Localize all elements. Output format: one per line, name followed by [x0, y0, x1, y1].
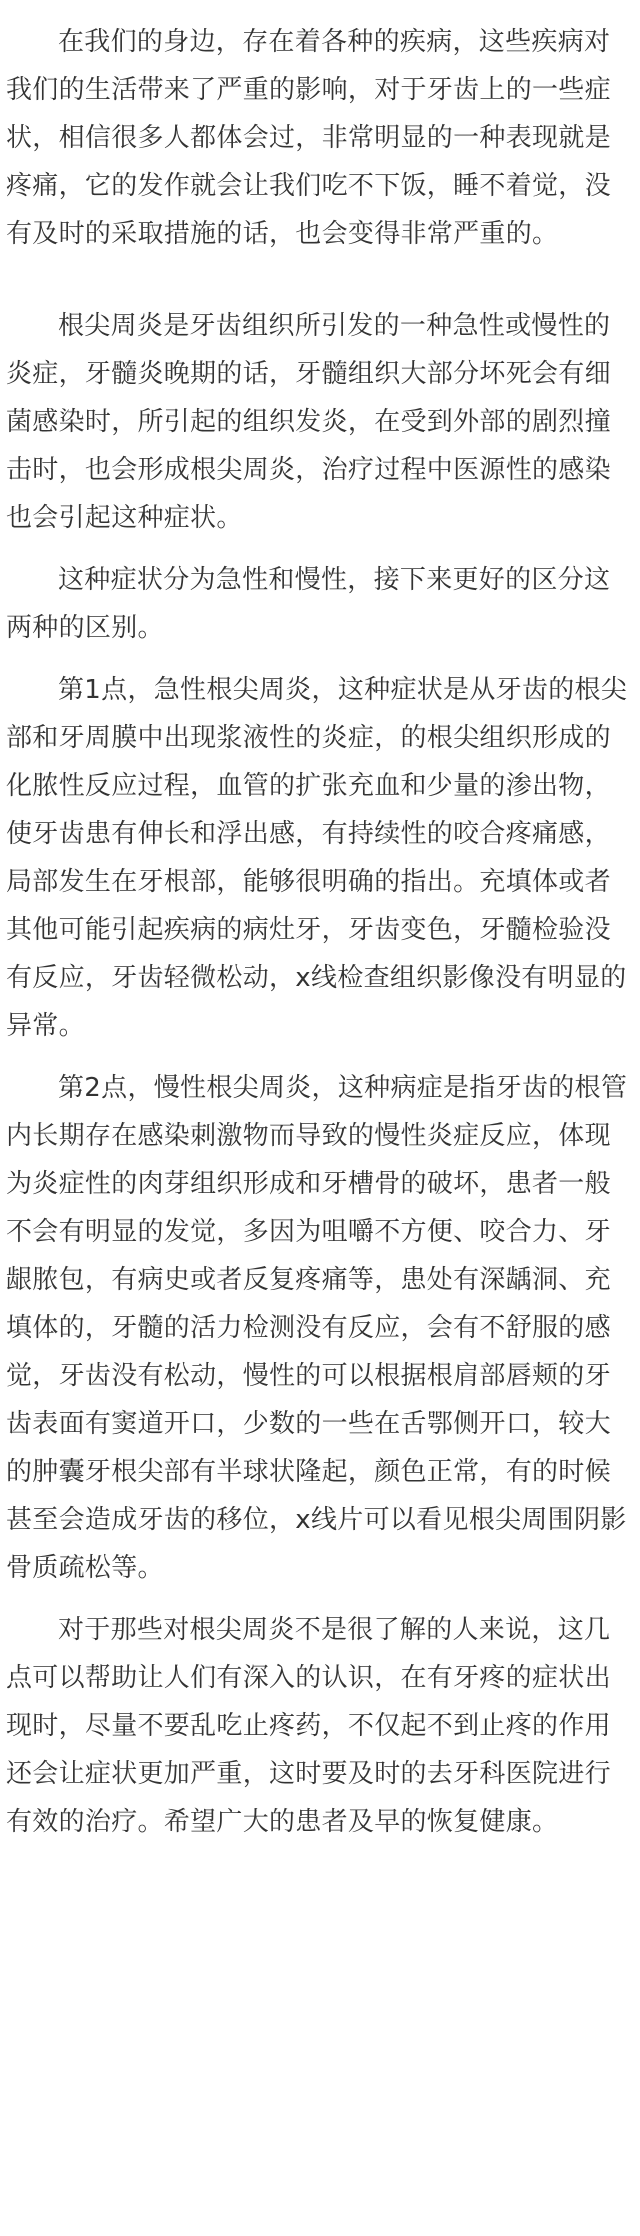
paragraph-conclusion: 对于那些对根尖周炎不是很了解的人来说，这几点可以帮助让人们有深入的认识，在有牙疼的症状出现时，尽量不要乱吃止疼药，不仅起不到止疼的作用还会让症状更加严重，这时要及时的去牙科医院进行有效的治疗。希望广大的患者及早的恢复健康。 — [6, 1615, 611, 1837]
paragraph-acute: 第1点，急性根尖周炎，这种症状是从牙齿的根尖部和牙周膜中出现浆液性的炎症，的根尖组织形成的化脓性反应过程，血管的扩张充血和少量的渗出物，使牙齿患有伸长和浮出感，有持续性的咬合疼痛感，局部发生在牙根部，能够很明确的指出。充填体或者其他可能引起疾病的病灶牙，牙齿变色，牙髓检验没有反应，牙齿轻微松动，x线检查组织影像没有明显的异常。 — [6, 675, 628, 1041]
paragraph-definition: 根尖周炎是牙齿组织所引发的一种急性或慢性的炎症，牙髓炎晚期的话，牙髓组织大部分坏死会有细菌感染时，所引起的组织发炎，在受到外部的剧烈撞击时，也会形成根尖周炎，治疗过程中医源性的感染也会引起这种症状。 — [6, 311, 611, 533]
paragraph-intro: 在我们的身边，存在着各种的疾病，这些疾病对我们的生活带来了严重的影响，对于牙齿上的一些症状，相信很多人都体会过，非常明显的一种表现就是疼痛，它的发作就会让我们吃不下饭，睡不着觉，没有及时的采取措施的话，也会变得非常严重的。 — [6, 27, 611, 249]
paragraph-chronic: 第2点，慢性根尖周炎，这种病症是指牙齿的根管内长期存在感染刺激物而导致的慢性炎症反应，体现为炎症性的肉芽组织形成和牙槽骨的破坏，患者一般不会有明显的发觉，多因为咀嚼不方便、咬合力、牙龈脓包，有病史或者反复疼痛等，患处有深龋洞、充填体的，牙髓的活力检测没有反应，会有不舒服的感觉，牙齿没有松动，慢性的可以根据根肩部唇颊的牙齿表面有窦道开口，少数的一些在舌鄂侧开口，较大的肿囊牙根尖部有半球状隆起，颜色正常，有的时候甚至会造成牙齿的移位，x线片可以看见根尖周围阴影骨质疏松等。 — [6, 1073, 628, 1583]
paragraph-classification: 这种症状分为急性和慢性，接下来更好的区分这两种的区别。 — [6, 565, 611, 643]
